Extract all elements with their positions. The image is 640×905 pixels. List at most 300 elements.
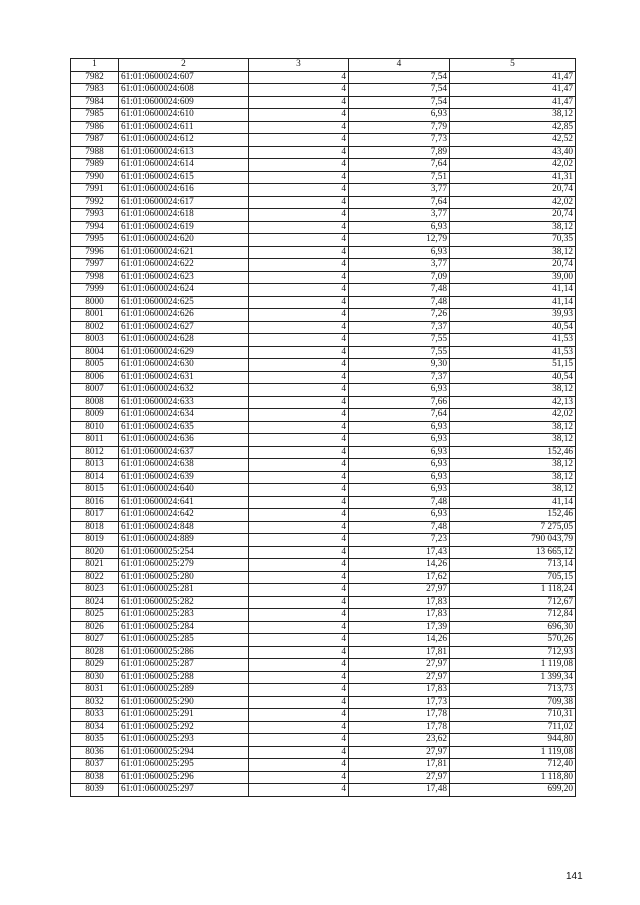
row-number-cell: 8032 [71, 696, 119, 709]
rate-cell: 7,37 [349, 321, 450, 334]
value-cell: 40,54 [450, 321, 576, 334]
category-cell: 4 [249, 646, 349, 659]
row-number-cell: 8029 [71, 659, 119, 672]
table-row [71, 271, 576, 284]
rate-cell: 17,83 [349, 596, 450, 609]
table-row [71, 221, 576, 234]
category-cell: 4 [249, 746, 349, 759]
cadastral-number-cell: 61:01:0600024:629 [119, 346, 249, 359]
value-cell: 709,38 [450, 696, 576, 709]
cadastral-number-cell: 61:01:0600024:642 [119, 509, 249, 522]
row-number-cell: 7987 [71, 134, 119, 147]
cadastral-number-cell: 61:01:0600024:641 [119, 496, 249, 509]
value-cell: 39,00 [450, 271, 576, 284]
category-cell: 4 [249, 146, 349, 159]
category-cell: 4 [249, 721, 349, 734]
table-row [71, 784, 576, 797]
row-number-cell: 7988 [71, 146, 119, 159]
column-header: 4 [349, 59, 450, 72]
cadastral-number-cell: 61:01:0600024:608 [119, 84, 249, 97]
cadastral-number-cell: 61:01:0600024:626 [119, 309, 249, 322]
category-cell: 4 [249, 209, 349, 222]
column-header: 3 [249, 59, 349, 72]
table-row [71, 559, 576, 572]
rate-cell: 7,23 [349, 534, 450, 547]
row-number-cell: 8038 [71, 771, 119, 784]
row-number-cell: 8034 [71, 721, 119, 734]
value-cell: 570,26 [450, 634, 576, 647]
rate-cell: 3,77 [349, 184, 450, 197]
row-number-cell: 8023 [71, 584, 119, 597]
category-cell: 4 [249, 371, 349, 384]
value-cell: 712,67 [450, 596, 576, 609]
rate-cell: 7,64 [349, 159, 450, 172]
table-row [71, 521, 576, 534]
category-cell: 4 [249, 634, 349, 647]
category-cell: 4 [249, 134, 349, 147]
table-row [71, 446, 576, 459]
cadastral-number-cell: 61:01:0600024:638 [119, 459, 249, 472]
rate-cell: 7,54 [349, 71, 450, 84]
rate-cell: 6,93 [349, 109, 450, 122]
rate-cell: 7,48 [349, 296, 450, 309]
category-cell: 4 [249, 784, 349, 797]
cadastral-number-cell: 61:01:0600024:625 [119, 296, 249, 309]
rate-cell: 27,97 [349, 584, 450, 597]
cadastral-number-cell: 61:01:0600024:630 [119, 359, 249, 372]
cadastral-number-cell: 61:01:0600024:636 [119, 434, 249, 447]
rate-cell: 17,39 [349, 621, 450, 634]
rate-cell: 27,97 [349, 746, 450, 759]
rate-cell: 6,93 [349, 484, 450, 497]
cadastral-number-cell: 61:01:0600025:288 [119, 671, 249, 684]
category-cell: 4 [249, 334, 349, 347]
category-cell: 4 [249, 234, 349, 247]
row-number-cell: 7996 [71, 246, 119, 259]
table-row [71, 259, 576, 272]
cadastral-number-cell: 61:01:0600024:617 [119, 196, 249, 209]
cadastral-number-cell: 61:01:0600024:623 [119, 271, 249, 284]
rate-cell: 7,54 [349, 96, 450, 109]
table-row [71, 584, 576, 597]
cadastral-number-cell: 61:01:0600025:279 [119, 559, 249, 572]
value-cell: 711,02 [450, 721, 576, 734]
row-number-cell: 7993 [71, 209, 119, 222]
value-cell: 38,12 [450, 421, 576, 434]
rate-cell: 6,93 [349, 434, 450, 447]
value-cell: 696,30 [450, 621, 576, 634]
value-cell: 7 275,05 [450, 521, 576, 534]
row-number-cell: 7994 [71, 221, 119, 234]
rate-cell: 7,09 [349, 271, 450, 284]
value-cell: 51,15 [450, 359, 576, 372]
category-cell: 4 [249, 246, 349, 259]
table-row [71, 171, 576, 184]
row-number-cell: 8000 [71, 296, 119, 309]
cadastral-number-cell: 61:01:0600024:640 [119, 484, 249, 497]
column-header: 1 [71, 59, 119, 72]
cadastral-number-cell: 61:01:0600025:286 [119, 646, 249, 659]
row-number-cell: 8025 [71, 609, 119, 622]
row-number-cell: 7989 [71, 159, 119, 172]
row-number-cell: 8036 [71, 746, 119, 759]
value-cell: 41,47 [450, 84, 576, 97]
cadastral-number-cell: 61:01:0600025:284 [119, 621, 249, 634]
value-cell: 41,53 [450, 334, 576, 347]
cadastral-number-cell: 61:01:0600024:628 [119, 334, 249, 347]
table-row [71, 196, 576, 209]
rate-cell: 7,51 [349, 171, 450, 184]
value-cell: 41,47 [450, 96, 576, 109]
category-cell: 4 [249, 659, 349, 672]
table-row [71, 109, 576, 122]
cadastral-number-cell: 61:01:0600024:632 [119, 384, 249, 397]
category-cell: 4 [249, 759, 349, 772]
column-header: 2 [119, 59, 249, 72]
row-number-cell: 8016 [71, 496, 119, 509]
table-row [71, 209, 576, 222]
category-cell: 4 [249, 296, 349, 309]
value-cell: 152,46 [450, 509, 576, 522]
table-row [71, 334, 576, 347]
value-cell: 42,85 [450, 121, 576, 134]
table-row [71, 571, 576, 584]
value-cell: 42,52 [450, 134, 576, 147]
category-cell: 4 [249, 684, 349, 697]
category-cell: 4 [249, 171, 349, 184]
table-row [71, 621, 576, 634]
row-number-cell: 8006 [71, 371, 119, 384]
cadastral-number-cell: 61:01:0600025:297 [119, 784, 249, 797]
value-cell: 43,40 [450, 146, 576, 159]
row-number-cell: 8021 [71, 559, 119, 572]
cadastral-number-cell: 61:01:0600024:622 [119, 259, 249, 272]
table-row [71, 396, 576, 409]
category-cell: 4 [249, 434, 349, 447]
row-number-cell: 8026 [71, 621, 119, 634]
value-cell: 38,12 [450, 246, 576, 259]
cadastral-number-cell: 61:01:0600024:889 [119, 534, 249, 547]
value-cell: 713,73 [450, 684, 576, 697]
category-cell: 4 [249, 384, 349, 397]
value-cell: 39,93 [450, 309, 576, 322]
category-cell: 4 [249, 196, 349, 209]
rate-cell: 27,97 [349, 659, 450, 672]
rate-cell: 17,78 [349, 721, 450, 734]
row-number-cell: 8007 [71, 384, 119, 397]
value-cell: 944,80 [450, 734, 576, 747]
category-cell: 4 [249, 459, 349, 472]
rate-cell: 7,73 [349, 134, 450, 147]
value-cell: 1 119,08 [450, 746, 576, 759]
category-cell: 4 [249, 696, 349, 709]
rate-cell: 7,48 [349, 284, 450, 297]
cadastral-number-cell: 61:01:0600025:287 [119, 659, 249, 672]
cadastral-number-cell: 61:01:0600025:293 [119, 734, 249, 747]
value-cell: 152,46 [450, 446, 576, 459]
row-number-cell: 7991 [71, 184, 119, 197]
category-cell: 4 [249, 771, 349, 784]
table-row [71, 534, 576, 547]
rate-cell: 17,62 [349, 571, 450, 584]
row-number-cell: 7982 [71, 71, 119, 84]
category-cell: 4 [249, 121, 349, 134]
table-row [71, 121, 576, 134]
value-cell: 1 118,24 [450, 584, 576, 597]
rate-cell: 7,55 [349, 334, 450, 347]
cadastral-number-cell: 61:01:0600025:292 [119, 721, 249, 734]
rate-cell: 7,26 [349, 309, 450, 322]
rate-cell: 3,77 [349, 259, 450, 272]
value-cell: 1 399,34 [450, 671, 576, 684]
table-row [71, 734, 576, 747]
rate-cell: 3,77 [349, 209, 450, 222]
cadastral-number-cell: 61:01:0600024:609 [119, 96, 249, 109]
value-cell: 41,14 [450, 296, 576, 309]
table-row [71, 471, 576, 484]
value-cell: 41,14 [450, 284, 576, 297]
rate-cell: 17,83 [349, 684, 450, 697]
rate-cell: 14,26 [349, 559, 450, 572]
table-row [71, 246, 576, 259]
cadastral-number-cell: 61:01:0600024:613 [119, 146, 249, 159]
table-row [71, 646, 576, 659]
category-cell: 4 [249, 284, 349, 297]
rate-cell: 6,93 [349, 221, 450, 234]
cadastral-number-cell: 61:01:0600024:631 [119, 371, 249, 384]
rate-cell: 6,93 [349, 446, 450, 459]
row-number-cell: 7984 [71, 96, 119, 109]
row-number-cell: 7983 [71, 84, 119, 97]
value-cell: 20,74 [450, 259, 576, 272]
cadastral-number-cell: 61:01:0600025:285 [119, 634, 249, 647]
row-number-cell: 8037 [71, 759, 119, 772]
row-number-cell: 7990 [71, 171, 119, 184]
cadastral-number-cell: 61:01:0600024:627 [119, 321, 249, 334]
cadastral-number-cell: 61:01:0600024:637 [119, 446, 249, 459]
rate-cell: 17,43 [349, 546, 450, 559]
value-cell: 38,12 [450, 484, 576, 497]
value-cell: 713,14 [450, 559, 576, 572]
cadastral-number-cell: 61:01:0600025:294 [119, 746, 249, 759]
row-number-cell: 8004 [71, 346, 119, 359]
category-cell: 4 [249, 446, 349, 459]
table-row [71, 546, 576, 559]
category-cell: 4 [249, 509, 349, 522]
row-number-cell: 7985 [71, 109, 119, 122]
table-row [71, 709, 576, 722]
category-cell: 4 [249, 471, 349, 484]
table-row [71, 771, 576, 784]
row-number-cell: 8035 [71, 734, 119, 747]
table-row [71, 671, 576, 684]
rate-cell: 6,93 [349, 384, 450, 397]
row-number-cell: 8020 [71, 546, 119, 559]
row-number-cell: 8005 [71, 359, 119, 372]
table-row [71, 284, 576, 297]
table-row [71, 634, 576, 647]
table-row [71, 596, 576, 609]
cadastral-number-cell: 61:01:0600024:848 [119, 521, 249, 534]
row-number-cell: 8030 [71, 671, 119, 684]
cadastral-number-cell: 61:01:0600025:254 [119, 546, 249, 559]
table-row [71, 459, 576, 472]
rate-cell: 17,73 [349, 696, 450, 709]
category-cell: 4 [249, 521, 349, 534]
category-cell: 4 [249, 709, 349, 722]
row-number-cell: 8019 [71, 534, 119, 547]
table-row [71, 371, 576, 384]
cadastral-number-cell: 61:01:0600025:295 [119, 759, 249, 772]
rate-cell: 23,62 [349, 734, 450, 747]
table-row [71, 184, 576, 197]
rate-cell: 6,93 [349, 246, 450, 259]
rate-cell: 6,93 [349, 459, 450, 472]
cadastral-number-cell: 61:01:0600025:291 [119, 709, 249, 722]
value-cell: 20,74 [450, 184, 576, 197]
rate-cell: 7,54 [349, 84, 450, 97]
row-number-cell: 7998 [71, 271, 119, 284]
table-row [71, 234, 576, 247]
table-row [71, 684, 576, 697]
value-cell: 41,53 [450, 346, 576, 359]
row-number-cell: 8024 [71, 596, 119, 609]
value-cell: 38,12 [450, 434, 576, 447]
category-cell: 4 [249, 671, 349, 684]
category-cell: 4 [249, 84, 349, 97]
row-number-cell: 8018 [71, 521, 119, 534]
table-row [71, 509, 576, 522]
cadastral-number-cell: 61:01:0600024:611 [119, 121, 249, 134]
table-row [71, 321, 576, 334]
row-number-cell: 8008 [71, 396, 119, 409]
value-cell: 699,20 [450, 784, 576, 797]
cadastral-number-cell: 61:01:0600024:616 [119, 184, 249, 197]
rate-cell: 6,93 [349, 421, 450, 434]
row-number-cell: 8009 [71, 409, 119, 422]
category-cell: 4 [249, 71, 349, 84]
value-cell: 42,13 [450, 396, 576, 409]
table-row [71, 659, 576, 672]
rate-cell: 17,83 [349, 609, 450, 622]
category-cell: 4 [249, 96, 349, 109]
value-cell: 41,31 [450, 171, 576, 184]
table-row [71, 346, 576, 359]
row-number-cell: 8001 [71, 309, 119, 322]
table-row [71, 359, 576, 372]
cadastral-number-cell: 61:01:0600025:281 [119, 584, 249, 597]
category-cell: 4 [249, 559, 349, 572]
rate-cell: 27,97 [349, 671, 450, 684]
cadastral-number-cell: 61:01:0600024:612 [119, 134, 249, 147]
value-cell: 42,02 [450, 159, 576, 172]
value-cell: 40,54 [450, 371, 576, 384]
cadastral-number-cell: 61:01:0600024:624 [119, 284, 249, 297]
row-number-cell: 7997 [71, 259, 119, 272]
value-cell: 38,12 [450, 384, 576, 397]
row-number-cell: 8028 [71, 646, 119, 659]
cadastral-number-cell: 61:01:0600025:289 [119, 684, 249, 697]
category-cell: 4 [249, 546, 349, 559]
table-row [71, 746, 576, 759]
table-row [71, 96, 576, 109]
table-row [71, 84, 576, 97]
category-cell: 4 [249, 621, 349, 634]
cadastral-number-cell: 61:01:0600025:283 [119, 609, 249, 622]
cadastral-number-cell: 61:01:0600024:619 [119, 221, 249, 234]
category-cell: 4 [249, 609, 349, 622]
table-row [71, 309, 576, 322]
rate-cell: 17,81 [349, 646, 450, 659]
table-row [71, 146, 576, 159]
category-cell: 4 [249, 159, 349, 172]
rate-cell: 7,55 [349, 346, 450, 359]
cadastral-number-cell: 61:01:0600025:296 [119, 771, 249, 784]
row-number-cell: 8033 [71, 709, 119, 722]
table-row [71, 434, 576, 447]
page-number: 141 [566, 871, 583, 882]
value-cell: 1 119,08 [450, 659, 576, 672]
value-cell: 710,31 [450, 709, 576, 722]
table-row [71, 409, 576, 422]
category-cell: 4 [249, 421, 349, 434]
cadastral-number-cell: 61:01:0600024:607 [119, 71, 249, 84]
row-number-cell: 8012 [71, 446, 119, 459]
value-cell: 712,84 [450, 609, 576, 622]
table-row [71, 421, 576, 434]
row-number-cell: 8011 [71, 434, 119, 447]
value-cell: 42,02 [450, 409, 576, 422]
category-cell: 4 [249, 359, 349, 372]
rate-cell: 7,64 [349, 409, 450, 422]
table-row [71, 484, 576, 497]
cadastral-number-cell: 61:01:0600025:282 [119, 596, 249, 609]
cadastral-number-cell: 61:01:0600025:290 [119, 696, 249, 709]
table-row [71, 296, 576, 309]
table-header-row [71, 59, 576, 72]
row-number-cell: 8010 [71, 421, 119, 434]
row-number-cell: 8002 [71, 321, 119, 334]
category-cell: 4 [249, 221, 349, 234]
cadastral-number-cell: 61:01:0600024:639 [119, 471, 249, 484]
table-row [71, 609, 576, 622]
cadastral-number-cell: 61:01:0600024:614 [119, 159, 249, 172]
category-cell: 4 [249, 571, 349, 584]
row-number-cell: 8039 [71, 784, 119, 797]
value-cell: 38,12 [450, 221, 576, 234]
value-cell: 13 665,12 [450, 546, 576, 559]
category-cell: 4 [249, 271, 349, 284]
category-cell: 4 [249, 409, 349, 422]
table-row [71, 134, 576, 147]
value-cell: 42,02 [450, 196, 576, 209]
row-number-cell: 7986 [71, 121, 119, 134]
category-cell: 4 [249, 346, 349, 359]
table-body [71, 71, 576, 796]
rate-cell: 6,93 [349, 509, 450, 522]
category-cell: 4 [249, 259, 349, 272]
cadastral-number-cell: 61:01:0600024:615 [119, 171, 249, 184]
table-row [71, 759, 576, 772]
value-cell: 41,47 [450, 71, 576, 84]
cadastral-number-cell: 61:01:0600024:634 [119, 409, 249, 422]
row-number-cell: 8027 [71, 634, 119, 647]
category-cell: 4 [249, 534, 349, 547]
category-cell: 4 [249, 321, 349, 334]
rate-cell: 7,37 [349, 371, 450, 384]
category-cell: 4 [249, 596, 349, 609]
table-row [71, 696, 576, 709]
